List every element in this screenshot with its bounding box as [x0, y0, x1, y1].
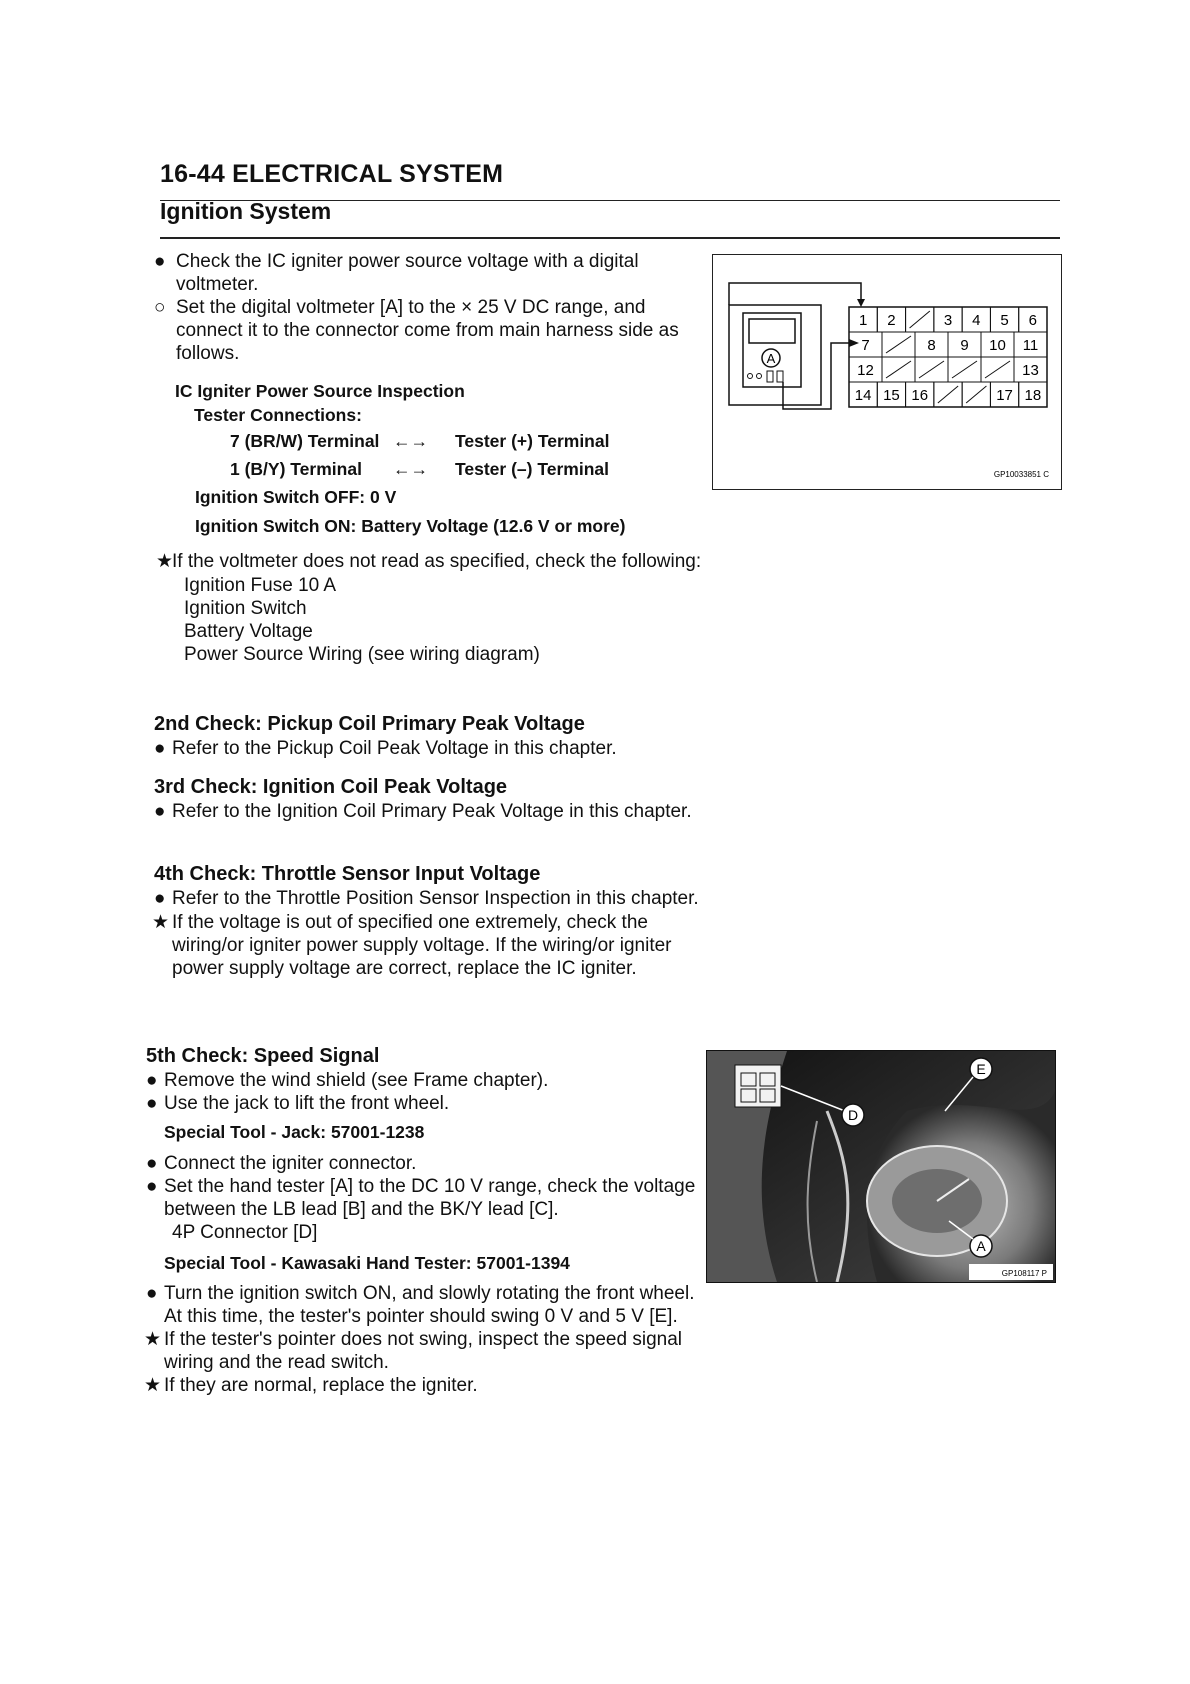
tester-display	[749, 319, 795, 343]
check5-bullet-2: ● Use the jack to lift the front wheel.	[146, 1093, 450, 1114]
unused-terminal-slash	[919, 361, 944, 378]
check2-title: 2nd Check: Pickup Coil Primary Peak Voltage	[154, 713, 585, 735]
check-list-intro: ★ If the voltmeter does not read as specified, check the following:	[156, 551, 702, 572]
check4-star: ★ If the voltage is out of specified one extremely, check the wiring/or igniter power supply voltage. If the wiring/or igniter power supply voltage are correct, replace the IC igniter.	[152, 912, 672, 979]
connector-note: 4P Connector [D]	[172, 1222, 318, 1243]
header-rule-bottom	[160, 237, 1060, 239]
tester-body	[743, 313, 801, 387]
label-a: A	[976, 1238, 986, 1254]
unused-terminal-slash	[985, 361, 1010, 378]
bullet-mark: ●	[154, 251, 166, 272]
check-list-block	[148, 550, 708, 666]
tester-connections: Tester Connections:	[194, 405, 362, 425]
check5-star-2: ★ If they are normal, replace the igniter.	[144, 1375, 478, 1396]
open-bullet-mark: ○	[154, 297, 166, 318]
special-tool-tester: Special Tool - Kawasaki Hand Tester: 57001-1394	[164, 1253, 570, 1273]
list-item: Power Source Wiring (see wiring diagram)	[184, 644, 540, 665]
terminal-number: 14	[854, 387, 872, 404]
check5-block	[140, 1045, 700, 1397]
intro-bullet-1: ● Check the IC igniter power source voltage with a digital voltmeter.	[154, 251, 639, 295]
spec-block	[175, 381, 735, 537]
terminal-number: 10	[989, 337, 1006, 354]
check-list-items	[148, 574, 708, 666]
terminal-number: 15	[883, 387, 900, 404]
terminal-number: 5	[1000, 312, 1009, 329]
arrow-down-icon	[857, 299, 865, 307]
unused-terminal-slash	[938, 386, 958, 403]
unused-terminal-slash	[952, 361, 977, 378]
terminal-number: 2	[887, 312, 896, 329]
ignition-off: Ignition Switch OFF: 0 V	[195, 487, 397, 507]
unused-terminal-slash	[886, 361, 911, 378]
page-title: 16-44 ELECTRICAL SYSTEM	[160, 160, 504, 188]
check5-bullet-4: ● Set the hand tester [A] to the DC 10 V range, check the voltage between the LB lead [B] and the BK/Y lead [C].	[146, 1176, 696, 1220]
photo-figure	[706, 1050, 1056, 1283]
list-item: Ignition Switch	[184, 598, 307, 619]
terminal-number: 11	[1022, 337, 1039, 354]
connector-diagram-svg	[713, 255, 1060, 488]
terminal-number: 6	[1028, 312, 1038, 329]
lead-wire-negative	[783, 343, 853, 409]
tester-jack-icon	[757, 374, 762, 379]
connector-grid	[849, 307, 1047, 407]
ignition-on: Ignition Switch ON: Battery Voltage (12.6 V or more)	[195, 516, 626, 536]
list-item: Battery Voltage	[184, 621, 313, 642]
check4-title: 4th Check: Throttle Sensor Input Voltage	[154, 863, 541, 885]
check2-block	[148, 713, 708, 760]
check4-bullet: ● Refer to the Throttle Position Sensor Inspection in this chapter.	[154, 888, 699, 909]
check5-title: 5th Check: Speed Signal	[146, 1045, 380, 1067]
tester-jack-icon	[748, 374, 753, 379]
unused-terminal-slash	[910, 311, 930, 328]
terminal-number: 18	[1024, 387, 1042, 404]
unused-terminal-slash	[886, 336, 911, 353]
terminal-number: 17	[996, 387, 1013, 404]
check3-title: 3rd Check: Ignition Coil Peak Voltage	[154, 776, 508, 798]
check3-bullet: ● Refer to the Ignition Coil Primary Peak Voltage in this chapter.	[154, 801, 692, 822]
connection-row-1: 7 (BR/W) Terminal ←→ Tester (+) Terminal	[230, 431, 610, 451]
intro-block	[148, 250, 708, 365]
check4-block	[148, 863, 708, 980]
terminal-number: 7	[861, 337, 870, 354]
label-e: E	[976, 1061, 986, 1077]
terminal-number: 8	[927, 337, 936, 354]
star-mark: ★	[156, 551, 174, 572]
lead-wire-positive	[729, 283, 861, 305]
terminal-number: 1	[858, 312, 868, 329]
check3-block	[148, 776, 708, 823]
connector-diagram	[712, 254, 1062, 490]
photo-figure-svg	[707, 1051, 1055, 1282]
list-item: Ignition Fuse 10 A	[184, 575, 337, 596]
check2-bullet: ● Refer to the Pickup Coil Peak Voltage in this chapter.	[154, 738, 617, 759]
unused-terminal-slash	[966, 386, 986, 403]
label-d: D	[847, 1107, 859, 1123]
probe-plug-icon	[777, 371, 783, 382]
check5-star-1: ★ If the tester's pointer does not swing, inspect the speed signal wiring and the read switch.	[144, 1329, 682, 1373]
probe-plug-icon	[767, 371, 773, 382]
figure-code: GP108117 P	[1001, 1269, 1047, 1278]
figure-code: GP10033851 C	[993, 470, 1049, 479]
check5-bullet-3: ● Connect the igniter connector.	[146, 1153, 417, 1174]
label-a: A	[766, 351, 776, 366]
spec-title: IC Igniter Power Source Inspection	[175, 381, 465, 401]
arrow-right-icon	[849, 339, 859, 347]
terminal-number: 4	[972, 312, 981, 329]
terminal-number: 16	[911, 387, 929, 404]
check5-bullet-5: ● Turn the ignition switch ON, and slowly rotating the front wheel. At this time, the tester's pointer should swing 0 V and 5 V [E].	[146, 1283, 695, 1327]
terminal-number: 3	[943, 312, 953, 329]
terminal-number: 9	[960, 337, 969, 354]
check5-bullet-1: ● Remove the wind shield (see Frame chapter).	[146, 1070, 549, 1091]
section-title: Ignition System	[160, 198, 332, 224]
intro-bullet-2: ○ Set the digital voltmeter [A] to the × 25 V DC range, and connect it to the connector come from main harness side as follows.	[154, 297, 679, 364]
terminal-number: 12	[857, 362, 874, 379]
connection-row-2: 1 (B/Y) Terminal ←→ Tester (–) Terminal	[230, 459, 609, 479]
terminal-number: 13	[1022, 362, 1039, 379]
special-tool-jack: Special Tool - Jack: 57001-1238	[164, 1122, 425, 1142]
